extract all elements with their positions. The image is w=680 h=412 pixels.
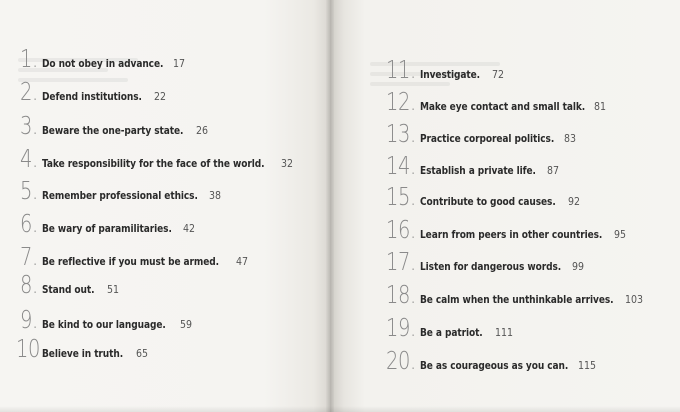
toc-entry-2 bbox=[20, 77, 168, 106]
book-gutter bbox=[326, 0, 334, 412]
entry-page: 47 bbox=[235, 256, 248, 268]
entry-page: 26 bbox=[196, 125, 209, 137]
entry-number: 10. bbox=[16, 334, 46, 363]
toc-entry-18 bbox=[386, 280, 645, 309]
entry-title: Make eye contact and small talk. bbox=[420, 101, 586, 113]
entry-number: 7. bbox=[20, 242, 38, 271]
entry-title: Be as courageous as you can. bbox=[420, 360, 569, 372]
entry-title: Establish a private life. bbox=[420, 165, 536, 177]
toc-entry-13 bbox=[386, 119, 577, 148]
entry-number: 8. bbox=[20, 270, 38, 299]
entry-number: 2. bbox=[20, 77, 38, 106]
toc-entry-16 bbox=[386, 215, 627, 244]
entry-title: Contribute to good causes. bbox=[420, 196, 556, 208]
entry-page: 22 bbox=[154, 91, 167, 103]
entry-number: 12. bbox=[386, 87, 416, 116]
page-edge-shadow bbox=[0, 406, 680, 412]
toc-entry-1 bbox=[20, 44, 186, 73]
entry-number: 15. bbox=[386, 182, 416, 211]
entry-title: Be wary of paramilitaries. bbox=[42, 223, 172, 235]
toc-entry-6 bbox=[20, 209, 196, 238]
entry-number: 19. bbox=[386, 313, 416, 342]
entry-number: 18. bbox=[386, 280, 416, 309]
entry-page: 81 bbox=[594, 101, 607, 113]
toc-entry-10 bbox=[16, 334, 150, 363]
toc-entry-4 bbox=[20, 144, 294, 173]
toc-entry-8 bbox=[20, 270, 120, 299]
entry-number: 1. bbox=[20, 44, 38, 73]
entry-title: Stand out. bbox=[42, 284, 95, 296]
entry-page: 17 bbox=[173, 58, 186, 70]
entry-page: 32 bbox=[280, 158, 293, 170]
toc-entry-5 bbox=[20, 176, 223, 205]
entry-title: Listen for dangerous words. bbox=[420, 261, 562, 273]
entry-page: 42 bbox=[182, 223, 195, 235]
entry-title: Beware the one-party state. bbox=[42, 125, 184, 137]
entry-number: 17. bbox=[386, 247, 416, 276]
entry-page: 95 bbox=[613, 229, 626, 241]
entry-title: Take responsibility for the face of the world. bbox=[42, 158, 265, 170]
entry-number: 3. bbox=[20, 111, 38, 140]
entry-title: Be calm when the unthinkable arrives. bbox=[420, 294, 614, 306]
entry-title: Be kind to our language. bbox=[42, 319, 166, 331]
entry-page: 87 bbox=[546, 165, 559, 177]
entry-page: 72 bbox=[491, 69, 504, 81]
entry-title: Be reflective if you must be armed. bbox=[42, 256, 219, 268]
toc-entry-3 bbox=[20, 111, 210, 140]
entry-page: 59 bbox=[179, 319, 192, 331]
toc-entry-14 bbox=[386, 151, 560, 180]
entry-title: Practice corporeal politics. bbox=[420, 133, 555, 145]
entry-title: Defend institutions. bbox=[42, 91, 142, 103]
entry-page: 115 bbox=[578, 360, 597, 372]
entry-title: Remember professional ethics. bbox=[42, 190, 198, 202]
toc-entry-11 bbox=[386, 55, 505, 84]
entry-title: Investigate. bbox=[420, 69, 480, 81]
entry-page: 111 bbox=[494, 327, 513, 339]
toc-entry-19 bbox=[386, 313, 515, 342]
entry-number: 16. bbox=[386, 215, 416, 244]
entry-title: Learn from peers in other countries. bbox=[420, 229, 603, 241]
entry-title: Do not obey in advance. bbox=[42, 58, 164, 70]
entry-number: 14. bbox=[386, 151, 416, 180]
entry-number: 11. bbox=[386, 55, 416, 84]
entry-page: 38 bbox=[209, 190, 222, 202]
entry-page: 103 bbox=[625, 294, 644, 306]
toc-entry-9 bbox=[20, 305, 193, 334]
toc-entry-17 bbox=[386, 247, 585, 276]
entry-page: 99 bbox=[572, 261, 585, 273]
toc-entry-15 bbox=[386, 182, 581, 211]
entry-page: 92 bbox=[567, 196, 580, 208]
entry-number: 20. bbox=[386, 346, 416, 375]
entry-title: Be a patriot. bbox=[420, 327, 483, 339]
entry-number: 4. bbox=[20, 144, 38, 173]
entry-number: 6. bbox=[20, 209, 38, 238]
entry-number: 9. bbox=[20, 305, 38, 334]
entry-number: 5. bbox=[20, 176, 38, 205]
entry-number: 13. bbox=[386, 119, 416, 148]
entry-page: 65 bbox=[136, 348, 149, 360]
entry-page: 83 bbox=[564, 133, 577, 145]
entry-page: 51 bbox=[107, 284, 120, 296]
toc-entry-20 bbox=[386, 346, 598, 375]
toc-entry-7 bbox=[20, 242, 249, 271]
toc-entry-12 bbox=[386, 87, 607, 116]
entry-title: Believe in truth. bbox=[42, 348, 124, 360]
